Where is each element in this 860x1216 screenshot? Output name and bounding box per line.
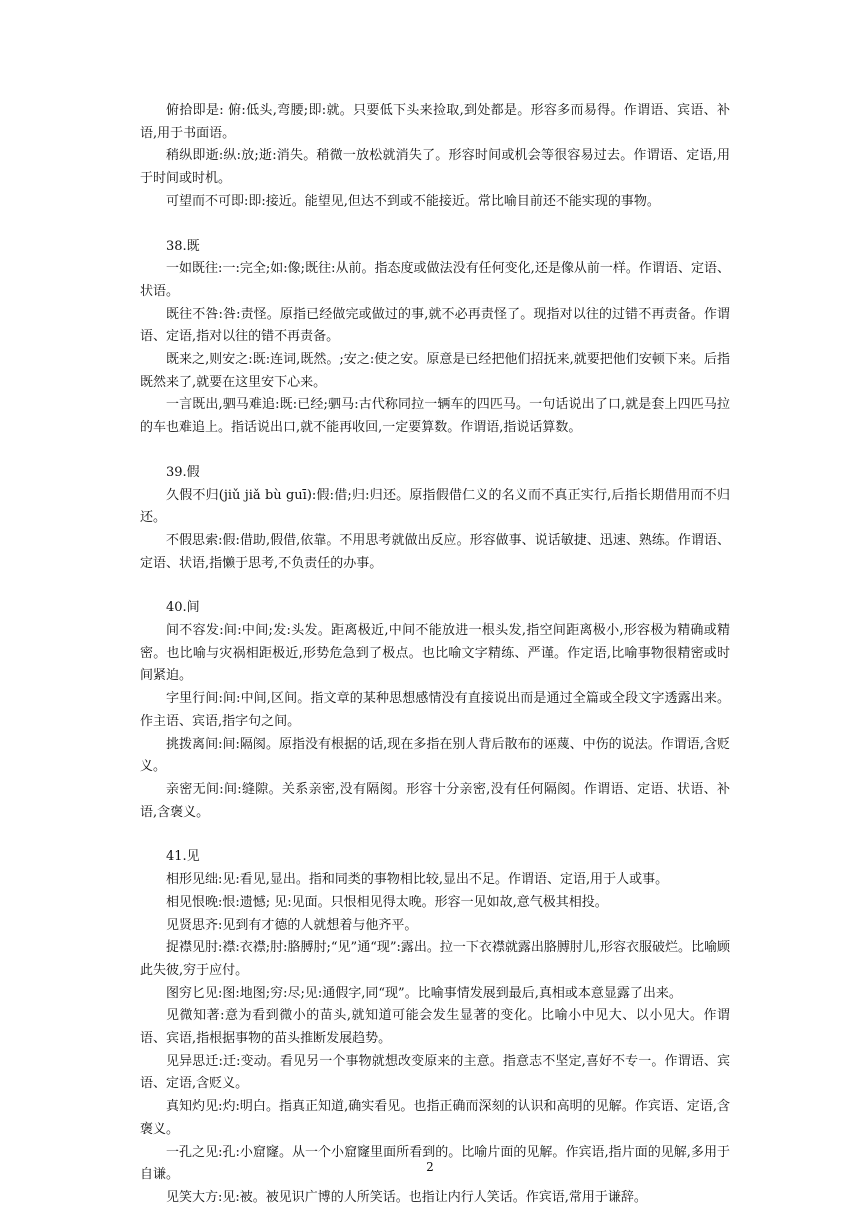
idiom-entry: 挑拨离间:间:隔阂。原指没有根据的话,现在多指在别人背后散布的诬蔑、中伤的说法。作谓语,含贬义。 bbox=[140, 736, 730, 775]
idiom-entry: 不假思索:假:借助,假借,依靠。不用思考就做出反应。形容做事、说话敏捷、迅速、熟练。作谓语、定语、状语,指懒于思考,不负责任的办事。 bbox=[140, 532, 730, 571]
idiom-entry: 可望而不可即:即:接近。能望见,但达不到或不能接近。常比喻目前还不能实现的事物。 bbox=[166, 193, 660, 209]
idiom-entry: 相见恨晚:恨:遗憾; 见:见面。只恨相见得太晚。形容一见如故,意气极其相投。 bbox=[166, 894, 608, 910]
idiom-entry: 见异思迁:迁:变动。看见另一个事物就想改变原来的主意。指意志不坚定,喜好不专一。作谓语、宾语、定语,含贬义。 bbox=[140, 1053, 730, 1092]
idiom-entry: 亲密无间:间:缝隙。关系亲密,没有隔阂。形容十分亲密,没有任何隔阂。作谓语、定语、状语、补语,含褒义。 bbox=[140, 781, 730, 820]
idiom-entry: 一如既往:一:完全;如:像;既往:从前。指态度或做法没有任何变化,还是像从前一样。作谓语、定语、状语。 bbox=[140, 261, 730, 299]
idiom-entry: 见微知著:意为看到微小的苗头,就知道可能会发生显著的变化。比喻小中见大、以小见大。作谓语、宾语,指根据事物的苗头推断发展趋势。 bbox=[140, 1008, 730, 1047]
idiom-entry: 真知灼见:灼:明白。指真正知道,确实看见。也指正确而深刻的认识和高明的见解。作宾语、定语,含褒义。 bbox=[140, 1099, 730, 1137]
idiom-entry: 一言既出,驷马难追:既:已经;驷马:古代称同拉一辆车的四匹马。一句话说出了口,就是套上四匹马拉的车也难追上。指话说出口,就不能再收回,一定要算数。作谓语,指说话算数。 bbox=[140, 397, 730, 436]
section-heading: 40.间 bbox=[166, 600, 200, 616]
idiom-entry: 俯拾即是: 俯:低头,弯腰;即:就。只要低下头来捡取,到处都是。形容多而易得。作谓语、宾语、补语,用于书面语。 bbox=[140, 103, 730, 141]
section-heading: 38.既 bbox=[166, 238, 200, 254]
page-number: 2 bbox=[426, 1160, 434, 1174]
document-body bbox=[140, 100, 730, 1210]
idiom-entry: 捉襟见肘:襟:衣襟;肘:胳膊肘;“见”通“现”:露出。拉一下衣襟就露出胳膊肘儿,形容衣服破烂。比喻顾此失彼,穷于应付。 bbox=[140, 940, 730, 978]
section-heading: 39.假 bbox=[166, 464, 200, 480]
idiom-entry: 字里行间:间:中间,区间。指文章的某种思想感情没有直接说出而是通过全篇或全段文字透露出来。作主语、宾语,指字句之间。 bbox=[140, 691, 730, 729]
idiom-entry: 既往不咎:咎:责怪。原指已经做完或做过的事,就不必再责怪了。现指对以往的过错不再责备。作谓语、定语,指对以往的错不再责备。 bbox=[140, 306, 730, 345]
idiom-entry: 相形见绌:见:看见,显出。指和同类的事物相比较,显出不足。作谓语、定语,用于人或事。 bbox=[166, 872, 669, 888]
idiom-entry: 久假不归(jiǔ jiǎ bù guī):假:借;归:归还。原指假借仁义的名义而不真正实行,后指长期借用而不归还。 bbox=[140, 487, 730, 526]
idiom-entry: 见笑大方:见:被。被见识广博的人所笑话。也指让内行人笑话。作宾语,常用于谦辞。 bbox=[166, 1189, 647, 1205]
idiom-entry: 见贤思齐:见到有才德的人就想着与他齐平。 bbox=[166, 917, 418, 933]
idiom-entry: 一孔之见:孔:小窟窿。从一个小窟窿里面所看到的。比喻片面的见解。作宾语,指片面的见解,多用于自谦。 bbox=[140, 1144, 730, 1183]
idiom-entry: 间不容发:间:中间;发:头发。距离极近,中间不能放进一根头发,指空间距离极小,形容极为精确或精密。也比喻与灾祸相距极近,形势危急到了极点。也比喻文字精练、严谨。作定语,比喻事物很精密或时间紧迫。 bbox=[140, 623, 730, 684]
idiom-entry: 稍纵即逝:纵:放;逝:消失。稍微一放松就消失了。形容时间或机会等很容易过去。作谓语、定语,用于时间或时机。 bbox=[140, 148, 730, 187]
section-heading: 41.见 bbox=[166, 849, 200, 865]
idiom-entry: 图穷匕见:图:地图;穷:尽;见:通假字,同“现”。比喻事情发展到最后,真相或本意显露了出来。 bbox=[166, 985, 682, 1001]
idiom-entry: 既来之,则安之:既:连词,既然。;安之:使之安。原意是已经把他们招抚来,就要把他们安顿下来。后指既然来了,就要在这里安下心来。 bbox=[140, 352, 730, 390]
